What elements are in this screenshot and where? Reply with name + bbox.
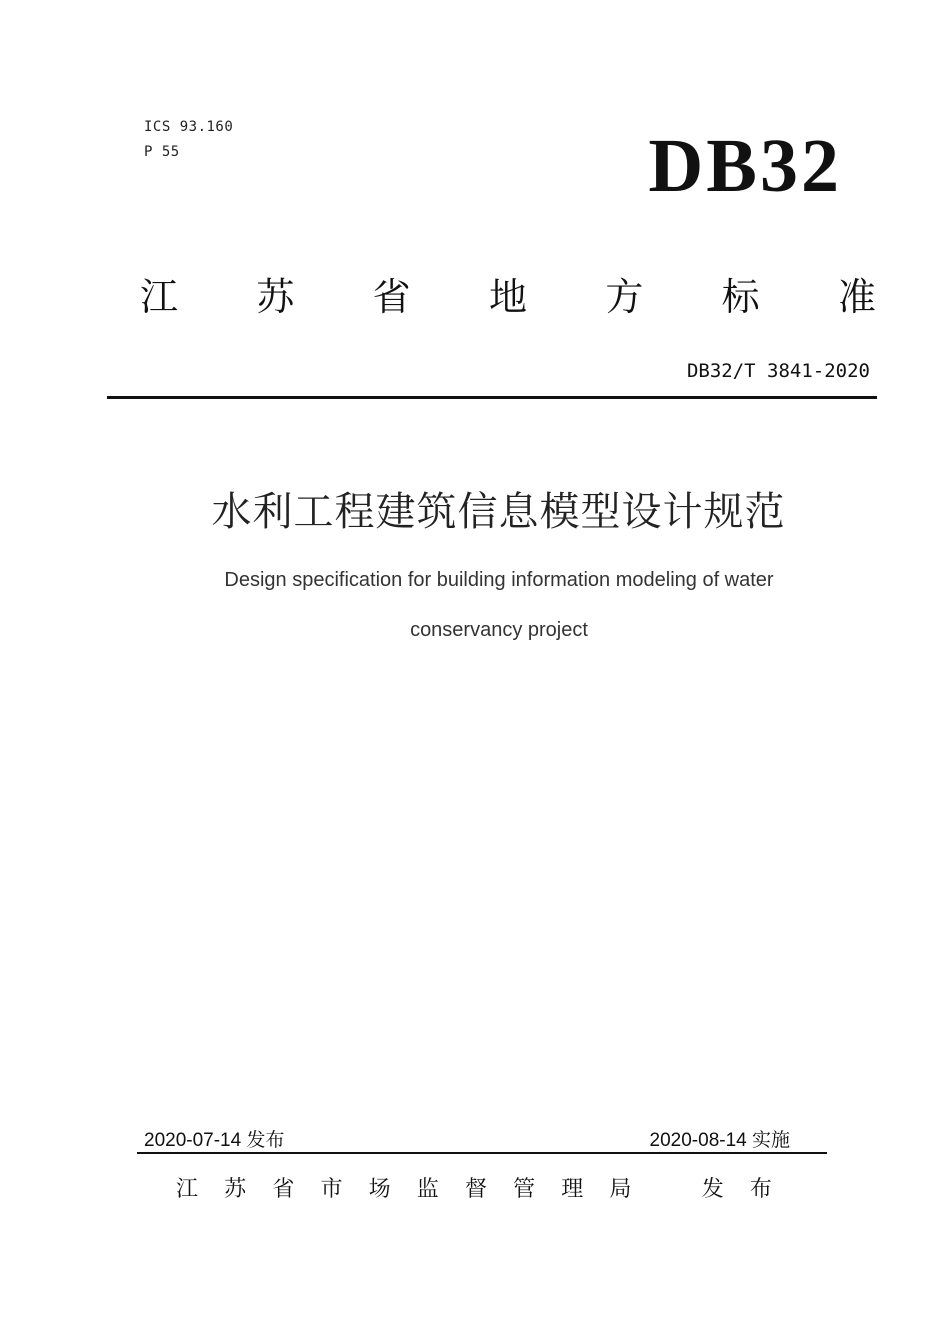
standard-type-char: 江 [140, 275, 179, 319]
standard-type-heading [140, 266, 876, 321]
issuer-char: 场 [368, 1177, 391, 1202]
title-chinese: 水利工程建筑信息模型设计规范 [211, 489, 786, 535]
issuer-char: 督 [464, 1177, 487, 1202]
implement-date: 2020-08-14 实施 [649, 1130, 790, 1151]
title-english-line2: conservancy project [410, 619, 588, 641]
standard-type-char: 方 [605, 275, 644, 319]
db32-logo: DB32 [648, 124, 842, 208]
issuer-char: 苏 [224, 1177, 247, 1202]
issuer-spacer [658, 1172, 676, 1203]
issuer-line [176, 1172, 772, 1203]
standard-type-char: 苏 [256, 275, 295, 319]
bottom-divider [137, 1152, 827, 1154]
issuer-char: 省 [272, 1177, 295, 1202]
standard-type-char: 准 [837, 275, 876, 319]
issuer-char: 监 [416, 1177, 439, 1202]
issuer-char: 理 [561, 1177, 584, 1202]
issuer-char: 江 [176, 1177, 199, 1202]
standard-type-char: 标 [721, 275, 760, 319]
top-divider [107, 396, 877, 399]
issuer-char: 市 [320, 1177, 343, 1202]
standard-type-char: 地 [488, 275, 527, 319]
title-english-line1: Design specification for building information modeling of water [224, 569, 774, 591]
issuer-char: 管 [513, 1177, 536, 1202]
issuer-action-char: 发 [701, 1177, 724, 1202]
classification-code: P 55 [144, 144, 180, 160]
issuer-action-char: 布 [749, 1177, 772, 1202]
issuer-char: 局 [609, 1177, 632, 1202]
publish-date: 2020-07-14 发布 [144, 1130, 285, 1151]
ics-code: ICS 93.160 [144, 119, 234, 135]
standard-number: DB32/T 3841-2020 [686, 360, 870, 382]
standard-type-char: 省 [372, 275, 411, 319]
